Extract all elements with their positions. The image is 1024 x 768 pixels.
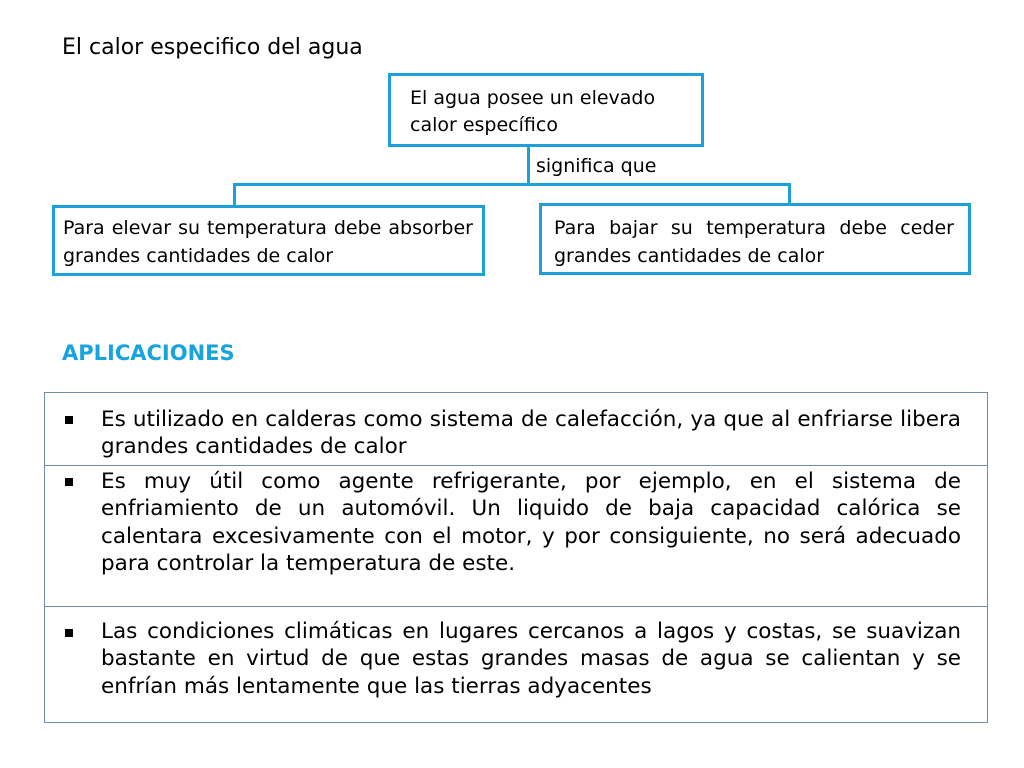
application-item [45, 606, 987, 722]
square-bullet-icon [65, 416, 73, 424]
application-item [45, 393, 987, 465]
concept-box-left: Para elevar su temperatura debe absorber grandes cantidades de calor [52, 205, 485, 276]
connector-right-drop [788, 183, 791, 204]
concept-box-right: Para bajar su temperatura debe ceder grandes cantidades de calor [539, 203, 971, 275]
square-bullet-icon [65, 478, 73, 486]
connector-label: significa que [536, 155, 657, 177]
application-text: Las condiciones climáticas en lugares cercanos a lagos y costas, se suavizan bastante en virtud de que estas grandes masas de agua se calientan y se enfrían más lentamente que las tierras adyacentes [101, 619, 961, 699]
connector-vertical [527, 147, 530, 186]
application-item [45, 465, 987, 606]
applications-table [44, 392, 988, 723]
square-bullet-icon [65, 629, 73, 637]
connector-left-drop [233, 183, 236, 206]
application-text: Es utilizado en calderas como sistema de calefacción, ya que al enfriarse libera grandes cantidades de calor [101, 407, 961, 460]
connector-horizontal [233, 183, 791, 186]
application-text: Es muy útil como agente refrigerante, por ejemplo, en el sistema de enfriamiento de un automóvil. Un liquido de baja capacidad calórica se calentara excesivamente con el motor, y por consiguiente, no será adecuado para controlar la temperatura de este. [101, 469, 961, 576]
concept-box-top: El agua posee un elevado calor específico [388, 73, 704, 147]
slide-title: El calor especifico del agua [62, 35, 363, 60]
applications-heading: APLICACIONES [62, 341, 235, 365]
